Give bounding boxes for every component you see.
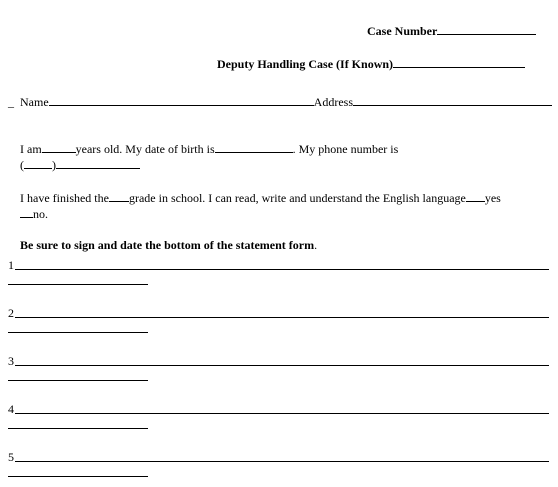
deputy-field[interactable] [393, 56, 525, 68]
grade-field[interactable] [109, 190, 129, 202]
statement-line-5-continuation[interactable] [8, 476, 148, 477]
statement-line-1-field[interactable] [15, 269, 549, 270]
no-field[interactable] [20, 206, 33, 218]
statement-line-3-continuation[interactable] [8, 380, 148, 381]
instruction-period: . [314, 238, 318, 252]
case-number-label: Case Number [367, 24, 438, 38]
deputy-row [205, 42, 525, 85]
area-code-field[interactable] [24, 157, 52, 169]
address-label: Address [313, 95, 353, 109]
statement-line-5-field[interactable] [15, 461, 549, 462]
no-label: no. [33, 207, 48, 221]
instruction-text: Be sure to sign and date the bottom of the statement form [20, 238, 315, 252]
instruction-row [8, 224, 317, 266]
statement-line-number: 3 [8, 354, 14, 368]
school-row [8, 176, 501, 219]
age-suffix: years old. My date of birth is [75, 142, 215, 156]
case-number-field[interactable] [437, 23, 536, 35]
statement-line-3-field[interactable] [15, 365, 549, 366]
phone-open-paren: ( [20, 158, 24, 172]
deputy-label: Deputy Handling Case (If Known) [217, 57, 394, 71]
address-field[interactable] [353, 94, 552, 106]
school-suffix: grade in school. I can read, write and understand the English language [128, 191, 466, 205]
phone-number-field[interactable] [56, 157, 140, 169]
statement-line-number: 2 [8, 306, 14, 320]
statement-line-number: 5 [8, 450, 14, 464]
statement-line-number: 4 [8, 402, 14, 416]
dob-field[interactable] [215, 141, 293, 153]
yes-label: yes [484, 191, 501, 205]
statement-line-4-continuation[interactable] [8, 428, 148, 429]
statement-line-number: 1 [8, 258, 14, 272]
statement-line-2-field[interactable] [15, 317, 549, 318]
phone-suffix: . My phone number is [292, 142, 399, 156]
name-label: Name [20, 95, 49, 109]
name-address-row [8, 80, 552, 123]
address-continuation: _ [8, 95, 14, 109]
yes-field[interactable] [466, 190, 485, 202]
age-prefix: I am [20, 142, 42, 156]
phone-close-paren: ) [52, 158, 56, 172]
name-field[interactable] [49, 94, 314, 106]
statement-line-4-field[interactable] [15, 413, 549, 414]
school-prefix: I have finished the [20, 191, 109, 205]
statement-line-1-continuation[interactable] [8, 284, 148, 285]
statement-line-2-continuation[interactable] [8, 332, 148, 333]
